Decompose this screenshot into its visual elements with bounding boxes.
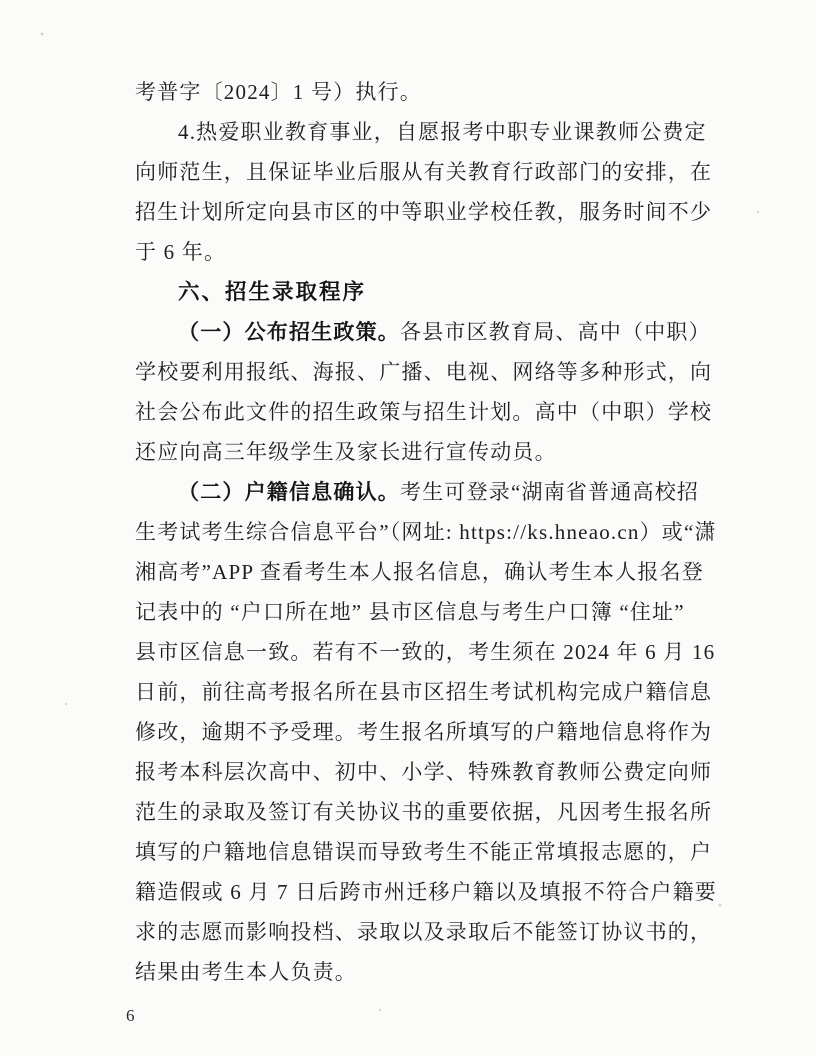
page-number: 6 (126, 1006, 135, 1025)
text-line (135, 232, 735, 272)
text-run: 学校要利用报纸、海报、广播、电视、网络等多种形式，向 (135, 360, 713, 384)
text-line (135, 152, 735, 192)
text-run: 于 6 年。 (135, 240, 227, 264)
text-run: 4.热爱职业教育事业，自愿报考中职专业课教师公费定 (178, 120, 707, 144)
text-run: 填写的户籍地信息错误而导致考生不能正常填报志愿的，户 (135, 840, 713, 864)
text-line (135, 592, 735, 632)
emphasis-run: 六、招生录取程序 (178, 280, 367, 304)
text-run: 湘高考”APP 查看考生本人报名信息，确认考生本人报名登 (135, 560, 704, 584)
text-run: 县市区信息一致。若有不一致的，考生须在 2024 年 6 月 16 (135, 640, 716, 664)
text-line (135, 512, 735, 552)
text-line (135, 672, 735, 712)
text-run: 报考本科层次高中、初中、小学、特殊教育教师公费定向师 (135, 760, 713, 784)
text-run: 生考试考生综合信息平台”（网址: https://ks.hneao.cn）或“潇 (135, 520, 717, 544)
text-line (135, 472, 735, 512)
text-run: 修改，逾期不予受理。考生报名所填写的户籍地信息将作为 (135, 720, 713, 744)
text-run: 各县市区教育局、高中（中职） (400, 320, 711, 344)
text-line (135, 552, 735, 592)
text-line (135, 632, 735, 672)
emphasis-run: （一）公布招生政策。 (178, 320, 400, 344)
text-run: 籍造假或 6 月 7 日后跨市州迁移户籍以及填报不符合户籍要 (135, 880, 717, 904)
text-line (135, 312, 735, 352)
emphasis-run: （二）户籍信息确认。 (178, 480, 400, 504)
text-line (135, 832, 735, 872)
text-run: 日前，前往高考报名所在县市区招生考试机构完成户籍信息 (135, 680, 713, 704)
text-run: 向师范生，且保证毕业后服从有关教育行政部门的安排，在 (135, 160, 713, 184)
text-run: 范生的录取及签订有关协议书的重要依据，凡因考生报名所 (135, 800, 713, 824)
text-line (135, 872, 735, 912)
text-line (135, 912, 735, 952)
text-line (135, 192, 735, 232)
text-line (135, 952, 735, 992)
text-line (135, 752, 735, 792)
text-line (135, 432, 735, 472)
text-line (135, 712, 735, 752)
text-run: 社会公布此文件的招生政策与招生计划。高中（中职）学校 (135, 400, 713, 424)
text-run: 招生计划所定向县市区的中等职业学校任教，服务时间不少 (135, 200, 713, 224)
text-line (135, 392, 735, 432)
section-heading-line (135, 272, 735, 312)
text-line (135, 112, 735, 152)
text-run: 还应向高三年级学生及家长进行宣传动员。 (135, 440, 557, 464)
text-line (135, 72, 735, 112)
text-run: 结果由考生本人负责。 (135, 960, 357, 984)
text-line (135, 352, 735, 392)
text-line (135, 792, 735, 832)
text-run: 考生可登录“湖南省普通高校招 (400, 480, 700, 504)
document-body (135, 72, 735, 992)
text-run: 考普字〔2024〕1 号）执行。 (135, 80, 422, 104)
text-run: 记表中的 “户口所在地” 县市区信息与考生户口簿 “住址” (135, 600, 685, 624)
text-run: 求的志愿而影响投档、录取以及录取后不能签订协议书的， (135, 920, 713, 944)
